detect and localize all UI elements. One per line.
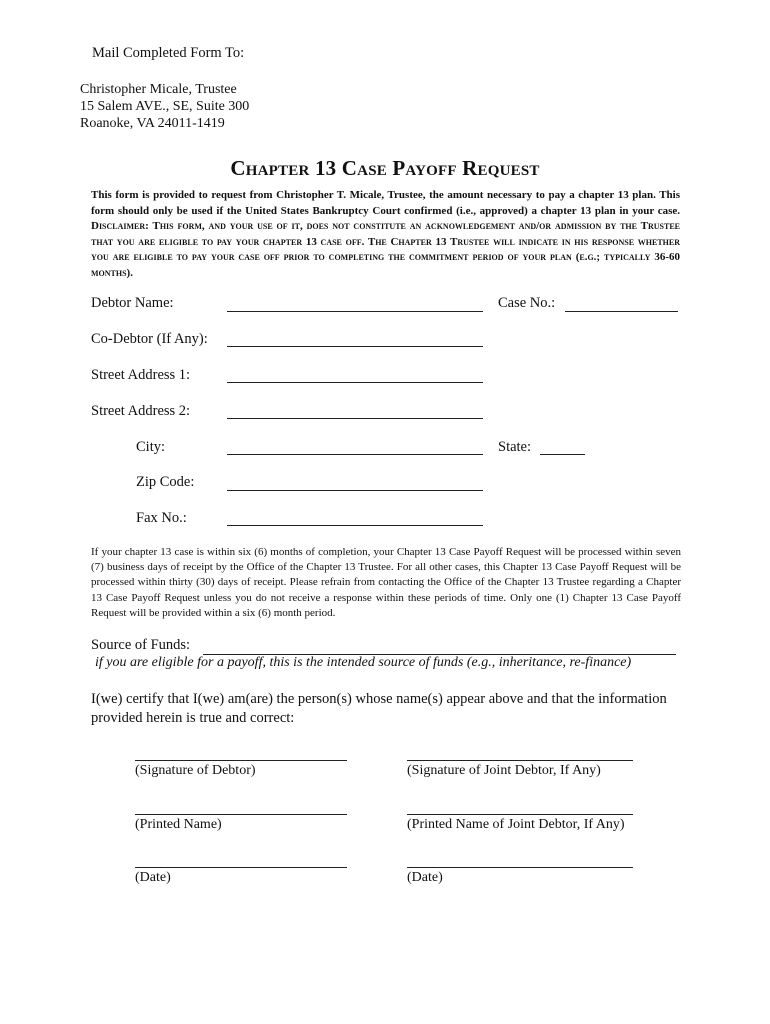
case-no-label: Case No.:: [498, 295, 556, 311]
street-address-2-field[interactable]: [227, 418, 483, 419]
intro-paragraph: [91, 188, 680, 282]
joint-signature-caption: (Signature of Joint Debtor, If Any): [407, 763, 601, 778]
fax-no-field[interactable]: [227, 525, 483, 526]
joint-printed-name-caption: (Printed Name of Joint Debtor, If Any): [407, 817, 625, 832]
state-field[interactable]: [540, 454, 585, 455]
fax-no-label: Fax No.:: [136, 510, 187, 526]
debtor-name-label: Debtor Name:: [91, 295, 174, 311]
address-line-3: Roanoke, VA 24011-1419: [80, 116, 225, 131]
disclaimer-text: Disclaimer: This form, and your use of it, does not constitute an acknowledgement and/or admission by the Trustee that you are eligible to pay your chapter 13 case off. The Chapter 13 Trustee will indicate in his response whether you are eligible to pay your case off prior to completing the commitment period of your plan (e.g.; typically 36-60 months).: [91, 220, 680, 279]
certification-statement: I(we) certify that I(we) am(are) the person(s) whose name(s) appear above and that the information provided herein is true and correct:: [91, 691, 667, 726]
city-field[interactable]: [227, 454, 483, 455]
co-debtor-field[interactable]: [227, 346, 483, 347]
address-line-2: 15 Salem AVE., SE, Suite 300: [80, 99, 250, 114]
date-caption: (Date): [135, 870, 171, 885]
joint-date-line[interactable]: [407, 867, 633, 868]
processing-note: If your chapter 13 case is within six (6) months of completion, your Chapter 13 Case Payoff Request will be processed within seven (7) business days of receipt by the Office of the Chapter 13 Trustee. For all other cases, this Chapter 13 Case Payoff Request will be processed within thirty (30) days of receipt. Please refrain from contacting the Office of the Chapter 13 Trustee regarding a Chapter 13 Case Payoff Request unless you do not receive a response within these periods of time. Only one (1) Chapter 13 Case Payoff Request will be provided within a six (6) month period.: [91, 546, 681, 619]
street-address-1-label: Street Address 1:: [91, 367, 191, 383]
page-title: Chapter 13 Case Payoff Request: [230, 156, 540, 180]
joint-signature-line[interactable]: [407, 760, 633, 761]
address-line-1: Christopher Micale, Trustee: [80, 82, 237, 97]
zip-code-label: Zip Code:: [136, 474, 195, 490]
zip-code-field[interactable]: [227, 490, 483, 491]
street-address-1-field[interactable]: [227, 382, 483, 383]
source-of-funds-hint: if you are eligible for a payoff, this is the intended source of funds (e.g., inheritance, re-finance): [95, 655, 632, 670]
joint-date-caption: (Date): [407, 870, 443, 885]
debtor-name-field[interactable]: [227, 311, 483, 312]
intro-text: This form is provided to request from Christopher T. Micale, Trustee, the amount necessary to pay a chapter 13 plan. This form should only be used if the United States Bankruptcy Court confirmed (i.e., approved) a chapter 13 plan in your case.: [91, 189, 680, 217]
case-no-field[interactable]: [565, 311, 678, 312]
joint-printed-name-line[interactable]: [407, 814, 633, 815]
street-address-2-label: Street Address 2:: [91, 403, 191, 419]
debtor-signature-caption: (Signature of Debtor): [135, 763, 256, 778]
source-of-funds-label: Source of Funds:: [91, 637, 191, 653]
co-debtor-label: Co-Debtor (If Any):: [91, 331, 208, 347]
state-label: State:: [498, 439, 532, 455]
printed-name-line[interactable]: [135, 814, 347, 815]
city-label: City:: [136, 439, 166, 455]
mail-to-heading: Mail Completed Form To:: [92, 45, 245, 61]
debtor-signature-line[interactable]: [135, 760, 347, 761]
printed-name-caption: (Printed Name): [135, 817, 222, 832]
date-line[interactable]: [135, 867, 347, 868]
